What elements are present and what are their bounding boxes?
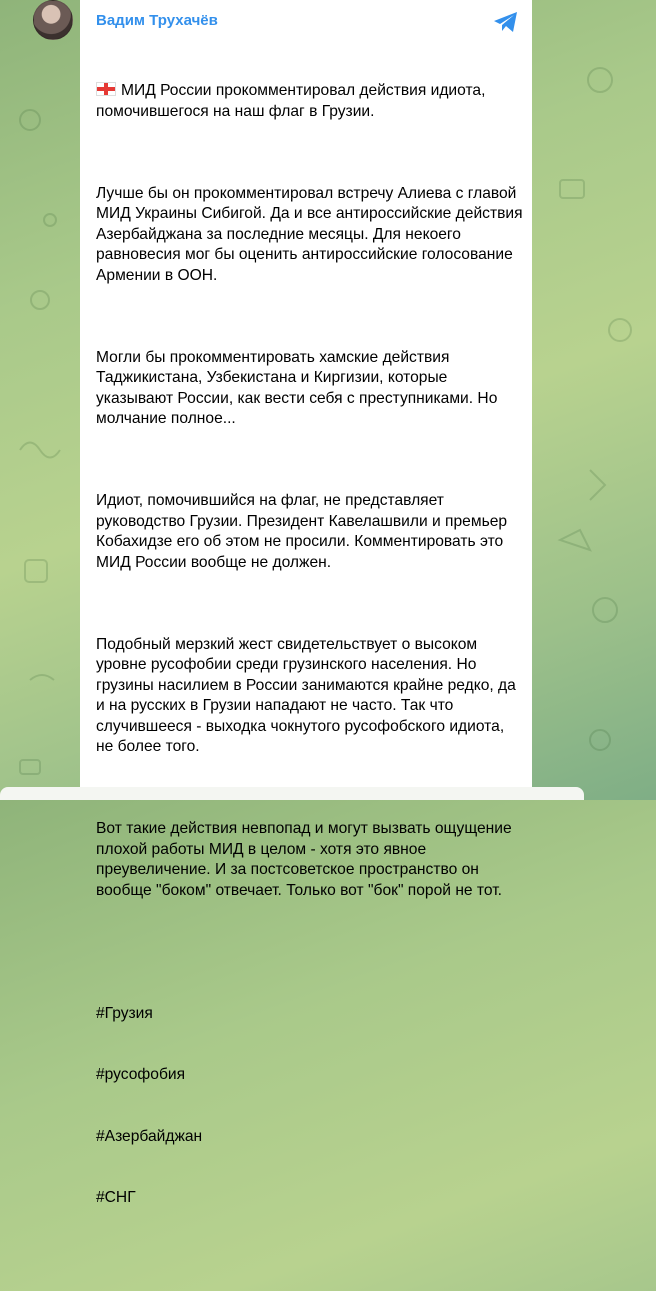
paragraph: Лучше бы он прокомментировал встречу Алиева с главой МИД Украины Сибигой. Да и все антироссийские действия Азербайджана за последние месяцы. Для некоего равновесия мог бы оценить антироссийские голосование Армении в ООН. (96, 184, 527, 284)
paragraph-text: МИД России прокомментировал действия идиота, помочившегося на наш флаг в Грузии. (96, 82, 490, 120)
avatar[interactable] (33, 0, 73, 40)
paragraph: Идиот, помочившийся на флаг, не представляет руководство Грузии. Президент Кавелашвили и премьер Кобахидзе его об этом не просили. Комментировать это МИД России вообще не должен. (96, 492, 512, 571)
telegram-share-icon[interactable] (492, 10, 520, 34)
paragraph (96, 81, 524, 122)
sender-name[interactable]: Вадим Трухачёв (96, 12, 218, 29)
hashtag-link[interactable]: #Азербайджан (96, 1127, 203, 1145)
hashtag-list (96, 963, 524, 1250)
hashtag-link[interactable]: #Грузия (96, 1004, 153, 1022)
message-bubble (80, 0, 532, 1206)
paragraph: Подобный мерзкий жест свидетельствует о высоком уровне русофобии среди грузинского населения. Но грузины насилием в России занимаются крайне редко, да и на русских в Грузии нападают не часто. Так что случившееся - выходка чокнутого русофобского идиота, не более того. (96, 635, 521, 755)
hashtag-link[interactable]: #СНГ (96, 1189, 136, 1206)
composer-bar[interactable] (0, 787, 584, 800)
hashtag-link[interactable]: #русофобия (96, 1066, 186, 1083)
message-text (96, 40, 527, 1291)
paragraph: Могли бы прокомментировать хамские действия Таджикистана, Узбекистана и Киргизии, которые указывают России, как вести себя с преступниками. Но молчание полное... (96, 348, 502, 427)
paragraph: Вот такие действия невпопад и могут вызвать ощущение плохой работы МИД в целом - хотя это явное преувеличение. И за постсоветское пространство он вообще "боком" отвечает. Только вот "бок" порой не тот. (96, 820, 517, 899)
georgia-flag-icon (96, 82, 116, 96)
